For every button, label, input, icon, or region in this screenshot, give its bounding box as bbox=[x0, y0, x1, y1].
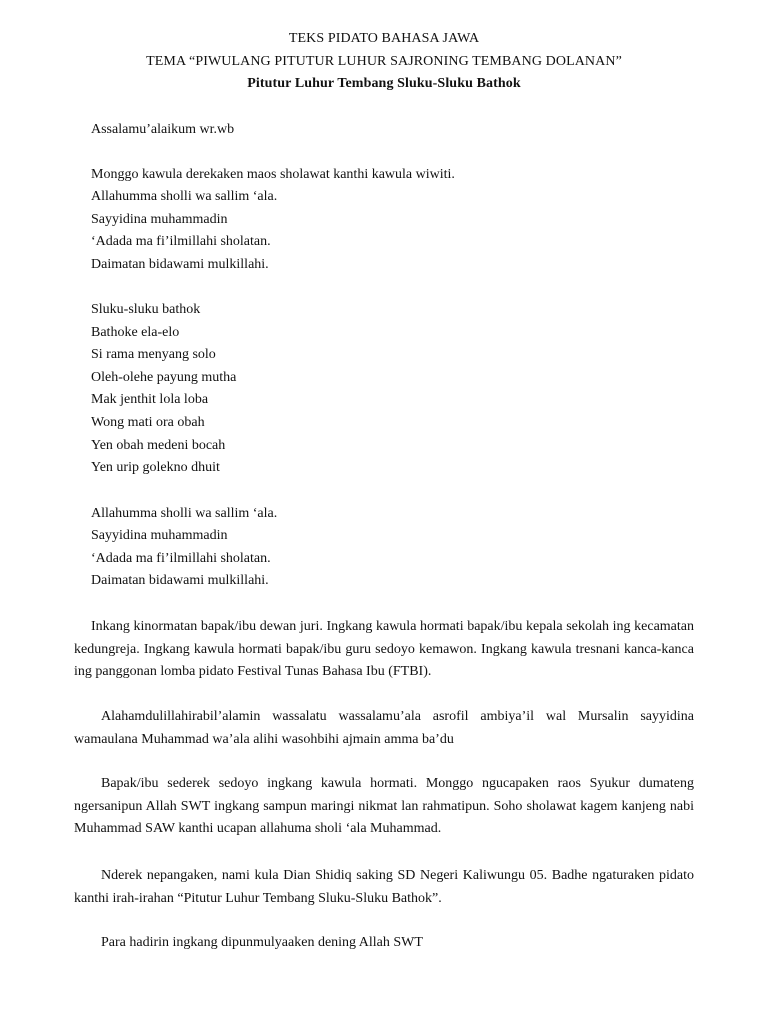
song-line: Bathoke ela-elo bbox=[91, 325, 180, 340]
sholawat-repeat-line: ‘Adada ma fi’ilmillahi sholatan. bbox=[91, 551, 271, 566]
paragraph-praise: Alahamdulillahirabil’alamin wassalatu wassalamu’ala asrofil ambiya’il wal Mursalin sayyidina wamaulana Muhammad wa’ala alihi wasohbihi ajmain amma ba’du bbox=[74, 709, 694, 747]
song-line: Sluku-sluku bathok bbox=[91, 302, 201, 317]
sholawat-intro-line: Sayyidina muhammadin bbox=[91, 212, 228, 227]
sholawat-repeat-line: Daimatan bidawami mulkillahi. bbox=[91, 573, 269, 588]
paragraph-audience: Para hadirin ingkang dipunmulyaaken dening Allah SWT bbox=[101, 935, 423, 950]
document-title: TEKS PIDATO BAHASA JAWA bbox=[288, 31, 480, 46]
song-line: Yen obah medeni bocah bbox=[91, 438, 226, 453]
document-theme: TEMA “PIWULANG PITUTUR LUHUR SAJRONING TEMBANG DOLANAN” bbox=[146, 54, 622, 69]
song-line: Si rama menyang solo bbox=[91, 347, 216, 362]
song-line: Wong mati ora obah bbox=[91, 415, 205, 430]
paragraph-salutation: Inkang kinormatan bapak/ibu dewan juri. Ingkang kawula hormati bapak/ibu kepala sekolah ing kecamatan kedungreja. Ingkang kawula hormati bapak/ibu guru sedoyo kemawon. Ingkang kawula tresnani kanca-kanca ing panggonan lomba pidato Festival Tunas Bahasa Ibu (FTBI). bbox=[74, 619, 694, 679]
greeting-line: Assalamu’alaikum wr.wb bbox=[91, 122, 235, 137]
sholawat-intro-line: Monggo kawula derekaken maos sholawat kanthi kawula wiwiti. bbox=[91, 167, 455, 182]
song-line: Yen urip golekno dhuit bbox=[91, 460, 220, 475]
document-subtitle: Pitutur Luhur Tembang Sluku-Sluku Bathok bbox=[247, 76, 521, 91]
sholawat-intro-line: ‘Adada ma fi’ilmillahi sholatan. bbox=[91, 234, 271, 249]
paragraph-gratitude: Bapak/ibu sederek sedoyo ingkang kawula hormati. Monggo ngucapaken raos Syukur dumateng ngersanipun Allah SWT ingkang sampun maringi nikmat lan rahmatipun. Soho sholawat kagem kanjeng nabi Muhammad SAW kanthi ucapan allahuma sholi ‘ala Muhammad. bbox=[74, 776, 694, 836]
sholawat-intro-line: Daimatan bidawami mulkillahi. bbox=[91, 257, 269, 272]
sholawat-repeat-line: Sayyidina muhammadin bbox=[91, 528, 228, 543]
sholawat-repeat-line: Allahumma sholli wa sallim ‘ala. bbox=[91, 506, 278, 521]
sholawat-intro-line: Allahumma sholli wa sallim ‘ala. bbox=[91, 189, 278, 204]
song-line: Mak jenthit lola loba bbox=[91, 392, 209, 407]
paragraph-introduction: Nderek nepangaken, nami kula Dian Shidiq saking SD Negeri Kaliwungu 05. Badhe ngaturaken pidato kanthi irah-irahan “Pitutur Luhur Tembang Sluku-Sluku Bathok”. bbox=[74, 868, 694, 906]
song-line: Oleh-olehe payung mutha bbox=[91, 370, 237, 385]
